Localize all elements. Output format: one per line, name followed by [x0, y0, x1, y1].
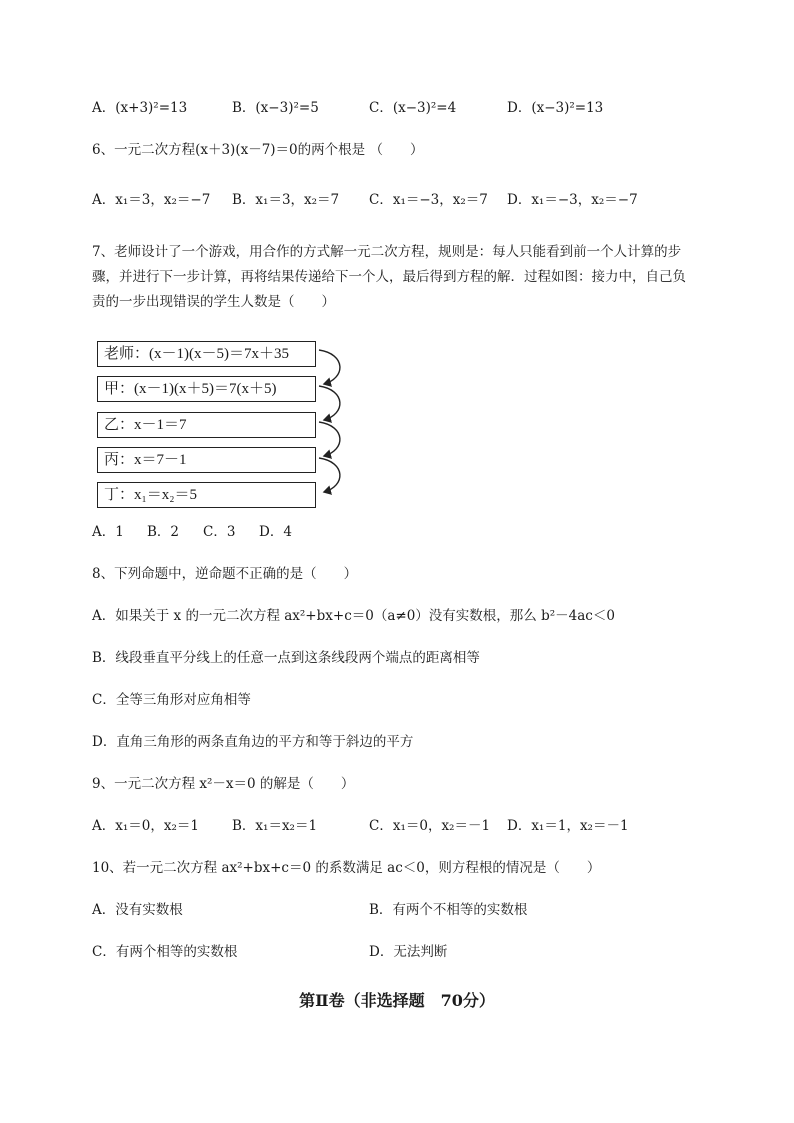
q9-option-a: A．x₁＝0，x₂＝1 — [92, 818, 199, 834]
curved-arrow-icon — [319, 422, 340, 456]
q9-option-b: B．x₁＝x₂＝1 — [232, 818, 318, 834]
q5-option-a: A．(x+3)²=13 — [92, 100, 188, 116]
curved-arrow-icon — [319, 350, 340, 384]
q5-option-b: B．(x−3)²=5 — [232, 100, 319, 116]
q8-option-a: A．如果关于 x 的一元二次方程 ax²+bx+c＝0（a≠0）没有实数根，那么 b²－4ac＜0 — [92, 608, 615, 624]
flow-arrows — [316, 340, 356, 510]
q8-option-c: C．全等三角形对应角相等 — [92, 692, 251, 708]
q7-stem-line-3: 责的一步出现错误的学生人数是（ ） — [92, 294, 335, 310]
curved-arrow-icon — [319, 458, 340, 492]
q6-stem: 6、一元二次方程(x＋3)(x－7)＝0的两个根是 （ ） — [92, 142, 424, 158]
q7-option-b: B．2 — [147, 524, 180, 540]
q5-option-d: D．(x−3)²=13 — [507, 100, 604, 116]
q10-option-d: D．无法判断 — [369, 944, 448, 960]
q10-option-c: C．有两个相等的实数根 — [92, 944, 238, 960]
flow-step-teacher: 老师：(x－1)(x－5)＝7x＋35 — [97, 341, 316, 367]
flow-step-jia: 甲：(x－1)(x＋5)＝7(x＋5) — [97, 376, 316, 402]
q7-option-a: A．1 — [92, 524, 124, 540]
q6-option-a: A．x₁＝3，x₂＝−7 — [92, 192, 211, 208]
q8-option-b: B．线段垂直平分线上的任意一点到这条线段两个端点的距离相等 — [92, 650, 480, 666]
flow-step-yi: 乙：x－1＝7 — [97, 412, 316, 438]
flow-step-bing: 丙：x＝7－1 — [97, 447, 316, 473]
q5-option-c: C．(x−3)²=4 — [369, 100, 457, 116]
q6-option-d: D．x₁＝−3，x₂＝−7 — [507, 192, 638, 208]
q8-option-d: D．直角三角形的两条直角边的平方和等于斜边的平方 — [92, 734, 414, 750]
flow-step-ding: 丁：x₁＝x₂＝5 — [97, 482, 316, 508]
q9-option-c: C．x₁＝0，x₂＝－1 — [369, 818, 491, 834]
curved-arrow-icon — [319, 386, 340, 420]
q7-stem-line-1: 7、老师设计了一个游戏，用合作的方式解一元二次方程，规则是：每人只能看到前一个人计算的步 — [92, 244, 682, 260]
q8-stem: 8、下列命题中，逆命题不正确的是（ ） — [92, 566, 358, 582]
q7-stem-line-2: 骤，并进行下一步计算，再将结果传递给下一个人，最后得到方程的解．过程如图：接力中，自己负 — [92, 269, 686, 285]
q7-option-d: D．4 — [259, 524, 292, 540]
q10-stem: 10、若一元二次方程 ax²+bx+c＝0 的系数满足 ac＜0，则方程根的情况是（ ） — [92, 860, 601, 876]
section-title: 第Ⅱ卷（非选择题 70分） — [299, 991, 495, 1010]
q9-stem: 9、一元二次方程 x²－x＝0 的解是（ ） — [92, 776, 355, 792]
q6-option-c: C．x₁＝−3，x₂＝7 — [369, 192, 488, 208]
q7-option-c: C．3 — [203, 524, 236, 540]
q10-option-b: B．有两个不相等的实数根 — [369, 902, 528, 918]
q9-option-d: D．x₁＝1，x₂＝－1 — [507, 818, 629, 834]
q6-option-b: B．x₁＝3，x₂＝7 — [232, 192, 340, 208]
q10-option-a: A．没有实数根 — [92, 902, 183, 918]
